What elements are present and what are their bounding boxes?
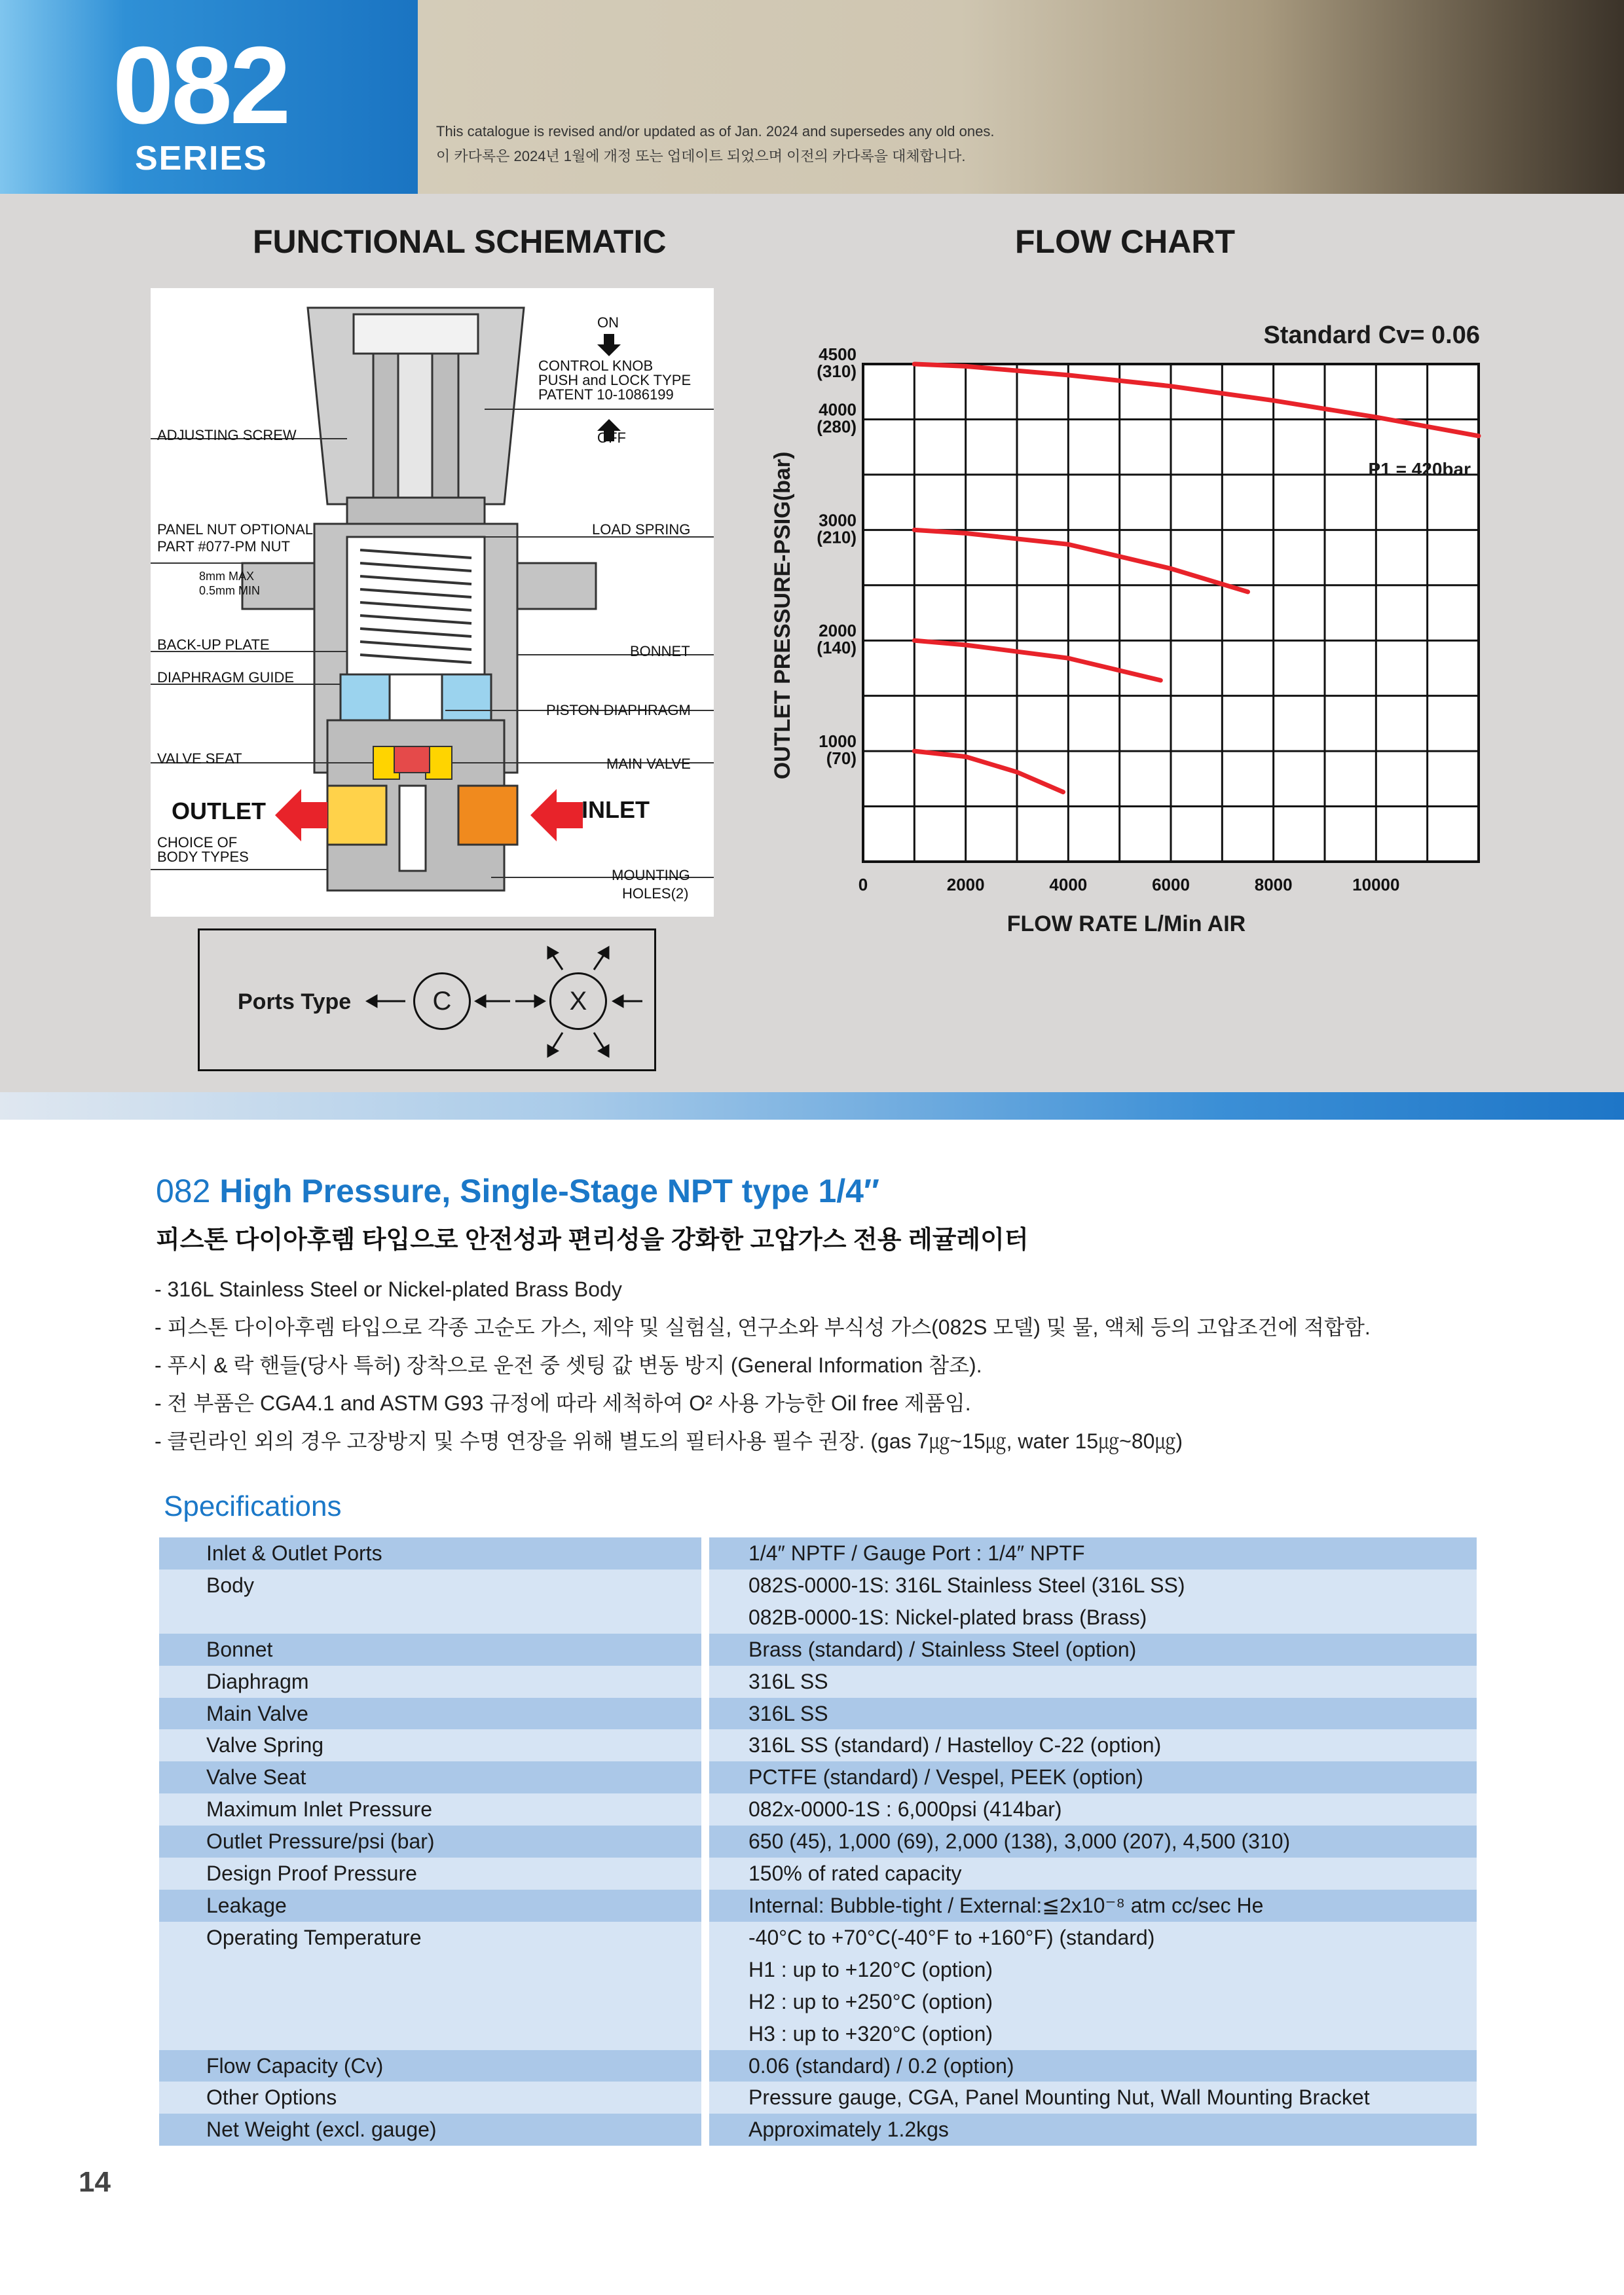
spec-row: [159, 1570, 1477, 1602]
label-choice-of: CHOICE OF: [157, 834, 238, 851]
feature-item: - 전 부품은 CGA4.1 and ASTM G93 규정에 따라 세척하여 O² 사용 가능한 Oil free 제품임.: [155, 1391, 971, 1415]
spec-gap: [701, 2018, 709, 2050]
spec-gap: [701, 2082, 709, 2114]
label-body-types: BODY TYPES: [157, 849, 249, 865]
spec-row: [159, 1954, 1477, 1986]
label-holes: HOLES(2): [622, 885, 689, 902]
spec-gap: [701, 1986, 709, 2018]
revision-notice-ko: 이 카다록은 2024년 1월에 개정 또는 업데이트 되었으며 이전의 카다록을 대체합니다.: [436, 148, 966, 164]
label-bonnet: BONNET: [630, 643, 690, 659]
spec-key: Outlet Pressure/psi (bar): [159, 1826, 701, 1858]
spec-key: Net Weight (excl. gauge): [159, 2114, 701, 2146]
spec-key: Main Valve: [159, 1698, 701, 1730]
chart-title: FLOW CHART: [1015, 223, 1236, 260]
spec-gap: [701, 1826, 709, 1858]
schematic-title: FUNCTIONAL SCHEMATIC: [253, 223, 667, 260]
spec-key: Operating Temperature: [159, 1922, 701, 1954]
label-on: ON: [597, 314, 619, 331]
spec-gap: [701, 1602, 709, 1634]
spec-key: Valve Seat: [159, 1761, 701, 1793]
spec-row: [159, 1858, 1477, 1890]
spec-key: Leakage: [159, 1890, 701, 1922]
spec-key: Body: [159, 1570, 701, 1602]
flow-chart: [760, 301, 1532, 956]
spec-gap: [701, 1537, 709, 1570]
spec-value: 650 (45), 1,000 (69), 2,000 (138), 3,000 (207), 4,500 (310): [709, 1826, 1477, 1858]
spec-key: [159, 1986, 701, 2018]
spec-key: Bonnet: [159, 1634, 701, 1666]
spec-value: Internal: Bubble-tight / External:≦2x10⁻⁸ atm cc/sec He: [709, 1890, 1477, 1922]
chart-series-label: P1 = 420bar: [1368, 459, 1471, 479]
page-number: 14: [79, 2166, 111, 2198]
spec-row: [159, 1793, 1477, 1826]
spec-row: [159, 1537, 1477, 1570]
chart-x-axis-label: FLOW RATE L/Min AIR: [1006, 911, 1246, 936]
y-tick-label-bar: (140): [817, 638, 857, 658]
ports-type-label: Ports Type: [238, 989, 352, 1014]
spec-value: Brass (standard) / Stainless Steel (option): [709, 1634, 1477, 1666]
spec-value: 082B-0000-1S: Nickel-plated brass (Brass): [709, 1602, 1477, 1634]
y-tick-label-psi: 1000: [819, 731, 857, 752]
label-load-spring: LOAD SPRING: [592, 521, 691, 538]
spec-key: Diaphragm: [159, 1666, 701, 1698]
spec-value: Approximately 1.2kgs: [709, 2114, 1477, 2146]
spec-row: [159, 1698, 1477, 1730]
chart-y-axis-label: OUTLET PRESSURE-PSIG(bar): [770, 451, 795, 780]
spec-key: Valve Spring: [159, 1729, 701, 1761]
spec-gap: [701, 1666, 709, 1698]
spec-row: [159, 1986, 1477, 2018]
spec-value: 0.06 (standard) / 0.2 (option): [709, 2050, 1477, 2082]
spec-value: 150% of rated capacity: [709, 1858, 1477, 1890]
label-piston-diaphragm: PISTON DIAPHRAGM: [546, 702, 691, 718]
spec-row: [159, 1729, 1477, 1761]
spec-row: [159, 2018, 1477, 2050]
page-header: [0, 0, 1624, 194]
label-valve-seat: VALVE SEAT: [157, 750, 242, 767]
label-min: 0.5mm MIN: [199, 584, 261, 597]
spec-key: [159, 2018, 701, 2050]
spec-key: [159, 1602, 701, 1634]
spec-gap: [701, 1729, 709, 1761]
product-title-prefix: 082: [156, 1173, 220, 1209]
y-tick-label-bar: (310): [817, 361, 857, 381]
spec-row: [159, 2082, 1477, 2114]
label-adjusting-screw: ADJUSTING SCREW: [157, 427, 297, 443]
y-tick-label-bar: (210): [817, 527, 857, 547]
spec-gap: [701, 1761, 709, 1793]
spec-row: [159, 1634, 1477, 1666]
y-tick-label-psi: 4500: [819, 344, 857, 364]
spec-value: H2 : up to +250°C (option): [709, 1986, 1477, 2018]
spec-gap: [701, 1634, 709, 1666]
x-tick-label: 8000: [1254, 875, 1293, 894]
spec-gap: [701, 1793, 709, 1826]
spec-value: 316L SS: [709, 1666, 1477, 1698]
spec-key: Maximum Inlet Pressure: [159, 1793, 701, 1826]
feature-item: - 클린라인 외의 경우 고장방지 및 수명 연장을 위해 별도의 필터사용 필수 권장. (gas 7㎍~15㎍, water 15㎍~80㎍): [155, 1429, 1183, 1453]
series-label: SERIES: [135, 139, 268, 177]
label-backup-plate: BACK-UP PLATE: [157, 636, 270, 653]
spec-gap: [701, 2114, 709, 2146]
y-tick-label-bar: (280): [817, 416, 857, 437]
x-tick-label: 6000: [1152, 875, 1190, 894]
spec-value: PCTFE (standard) / Vespel, PEEK (option): [709, 1761, 1477, 1793]
spec-row: [159, 1666, 1477, 1698]
y-tick-label-bar: (70): [826, 748, 857, 769]
spec-value: 316L SS (standard) / Hastelloy C-22 (option): [709, 1729, 1477, 1761]
spec-row: [159, 1922, 1477, 1954]
spec-value: 082x-0000-1S : 6,000psi (414bar): [709, 1793, 1477, 1826]
ports-type-box: [198, 928, 656, 1071]
series-badge: [0, 0, 418, 194]
spec-gap: [701, 1890, 709, 1922]
label-mounting: MOUNTING: [612, 867, 690, 883]
spec-gap: [701, 1698, 709, 1730]
spec-key: Other Options: [159, 2082, 701, 2114]
chart-annotation: Standard Cv= 0.06: [1263, 321, 1480, 349]
x-tick-label: 0: [858, 875, 868, 894]
y-tick-label-psi: 3000: [819, 510, 857, 530]
spec-value: 1/4″ NPTF / Gauge Port : 1/4″ NPTF: [709, 1537, 1477, 1570]
x-tick-label: 10000: [1352, 875, 1400, 894]
product-title: [156, 1172, 879, 1210]
feature-item: - 피스톤 다이아후렘 타입으로 각종 고순도 가스, 제약 및 실험실, 연구소와 부식성 가스(082S 모델) 및 물, 액체 등의 고압조건에 적합함.: [155, 1315, 1371, 1339]
spec-gap: [701, 1922, 709, 1954]
y-tick-label-psi: 4000: [819, 399, 857, 420]
spec-value: H1 : up to +120°C (option): [709, 1954, 1477, 1986]
specifications-table: [159, 1537, 1477, 2146]
label-control-knob: CONTROL KNOB: [538, 358, 654, 374]
label-inlet: INLET: [581, 796, 650, 823]
spec-row: [159, 1826, 1477, 1858]
label-push-lock: PUSH and LOCK TYPE: [538, 372, 692, 388]
spec-row: [159, 1890, 1477, 1922]
x-tick-label: 2000: [946, 875, 985, 894]
series-number: 082: [113, 24, 289, 147]
spec-value: H3 : up to +320°C (option): [709, 2018, 1477, 2050]
spec-gap: [701, 2050, 709, 2082]
label-off: OFF: [597, 430, 626, 446]
label-main-valve: MAIN VALVE: [606, 756, 691, 772]
revision-notice-en: This catalogue is revised and/or updated as of Jan. 2024 and supersedes any old ones.: [436, 123, 995, 139]
spec-row: [159, 1602, 1477, 1634]
spec-gap: [701, 1858, 709, 1890]
spec-gap: [701, 1570, 709, 1602]
spec-key: Design Proof Pressure: [159, 1858, 701, 1890]
chart-grid: [863, 364, 1479, 862]
y-tick-label-psi: 2000: [819, 621, 857, 641]
spec-value: 316L SS: [709, 1698, 1477, 1730]
label-max: 8mm MAX: [199, 570, 255, 583]
band-divider: [0, 1092, 1624, 1120]
feature-item: - 316L Stainless Steel or Nickel-plated Brass Body: [155, 1277, 622, 1301]
spec-gap: [701, 1954, 709, 1986]
label-panel-nut: PANEL NUT OPTIONAL: [157, 521, 313, 538]
spec-row: [159, 1761, 1477, 1793]
label-patent: PATENT 10-1086199: [538, 386, 674, 403]
product-title-main: High Pressure, Single-Stage NPT type 1/4″: [219, 1173, 879, 1209]
spec-key: [159, 1954, 701, 1986]
specifications-heading: Specifications: [164, 1490, 342, 1522]
spec-key: Flow Capacity (Cv): [159, 2050, 701, 2082]
spec-row: [159, 2050, 1477, 2082]
port-type-c: C: [413, 972, 471, 1030]
spec-value: -40°C to +70°C(-40°F to +160°F) (standard): [709, 1922, 1477, 1954]
x-tick-label: 4000: [1049, 875, 1088, 894]
feature-item: - 푸시 & 락 핸들(당사 특허) 장착으로 운전 중 셋팅 값 변동 방지 (General Information 참조).: [155, 1353, 982, 1377]
spec-value: 082S-0000-1S: 316L Stainless Steel (316L SS): [709, 1570, 1477, 1602]
port-type-x: X: [549, 972, 607, 1030]
product-subtitle: 피스톤 다이아후렘 타입으로 안전성과 편리성을 강화한 고압가스 전용 레귤레이터: [156, 1226, 1029, 1254]
label-outlet: OUTLET: [172, 798, 266, 824]
spec-key: Inlet & Outlet Ports: [159, 1537, 701, 1570]
spec-row: [159, 2114, 1477, 2146]
feature-list: [155, 1270, 1517, 1460]
spec-value: Pressure gauge, CGA, Panel Mounting Nut, Wall Mounting Bracket: [709, 2082, 1477, 2114]
label-panel-nut-part: PART #077-PM NUT: [157, 538, 290, 555]
label-diaphragm-guide: DIAPHRAGM GUIDE: [157, 669, 295, 686]
